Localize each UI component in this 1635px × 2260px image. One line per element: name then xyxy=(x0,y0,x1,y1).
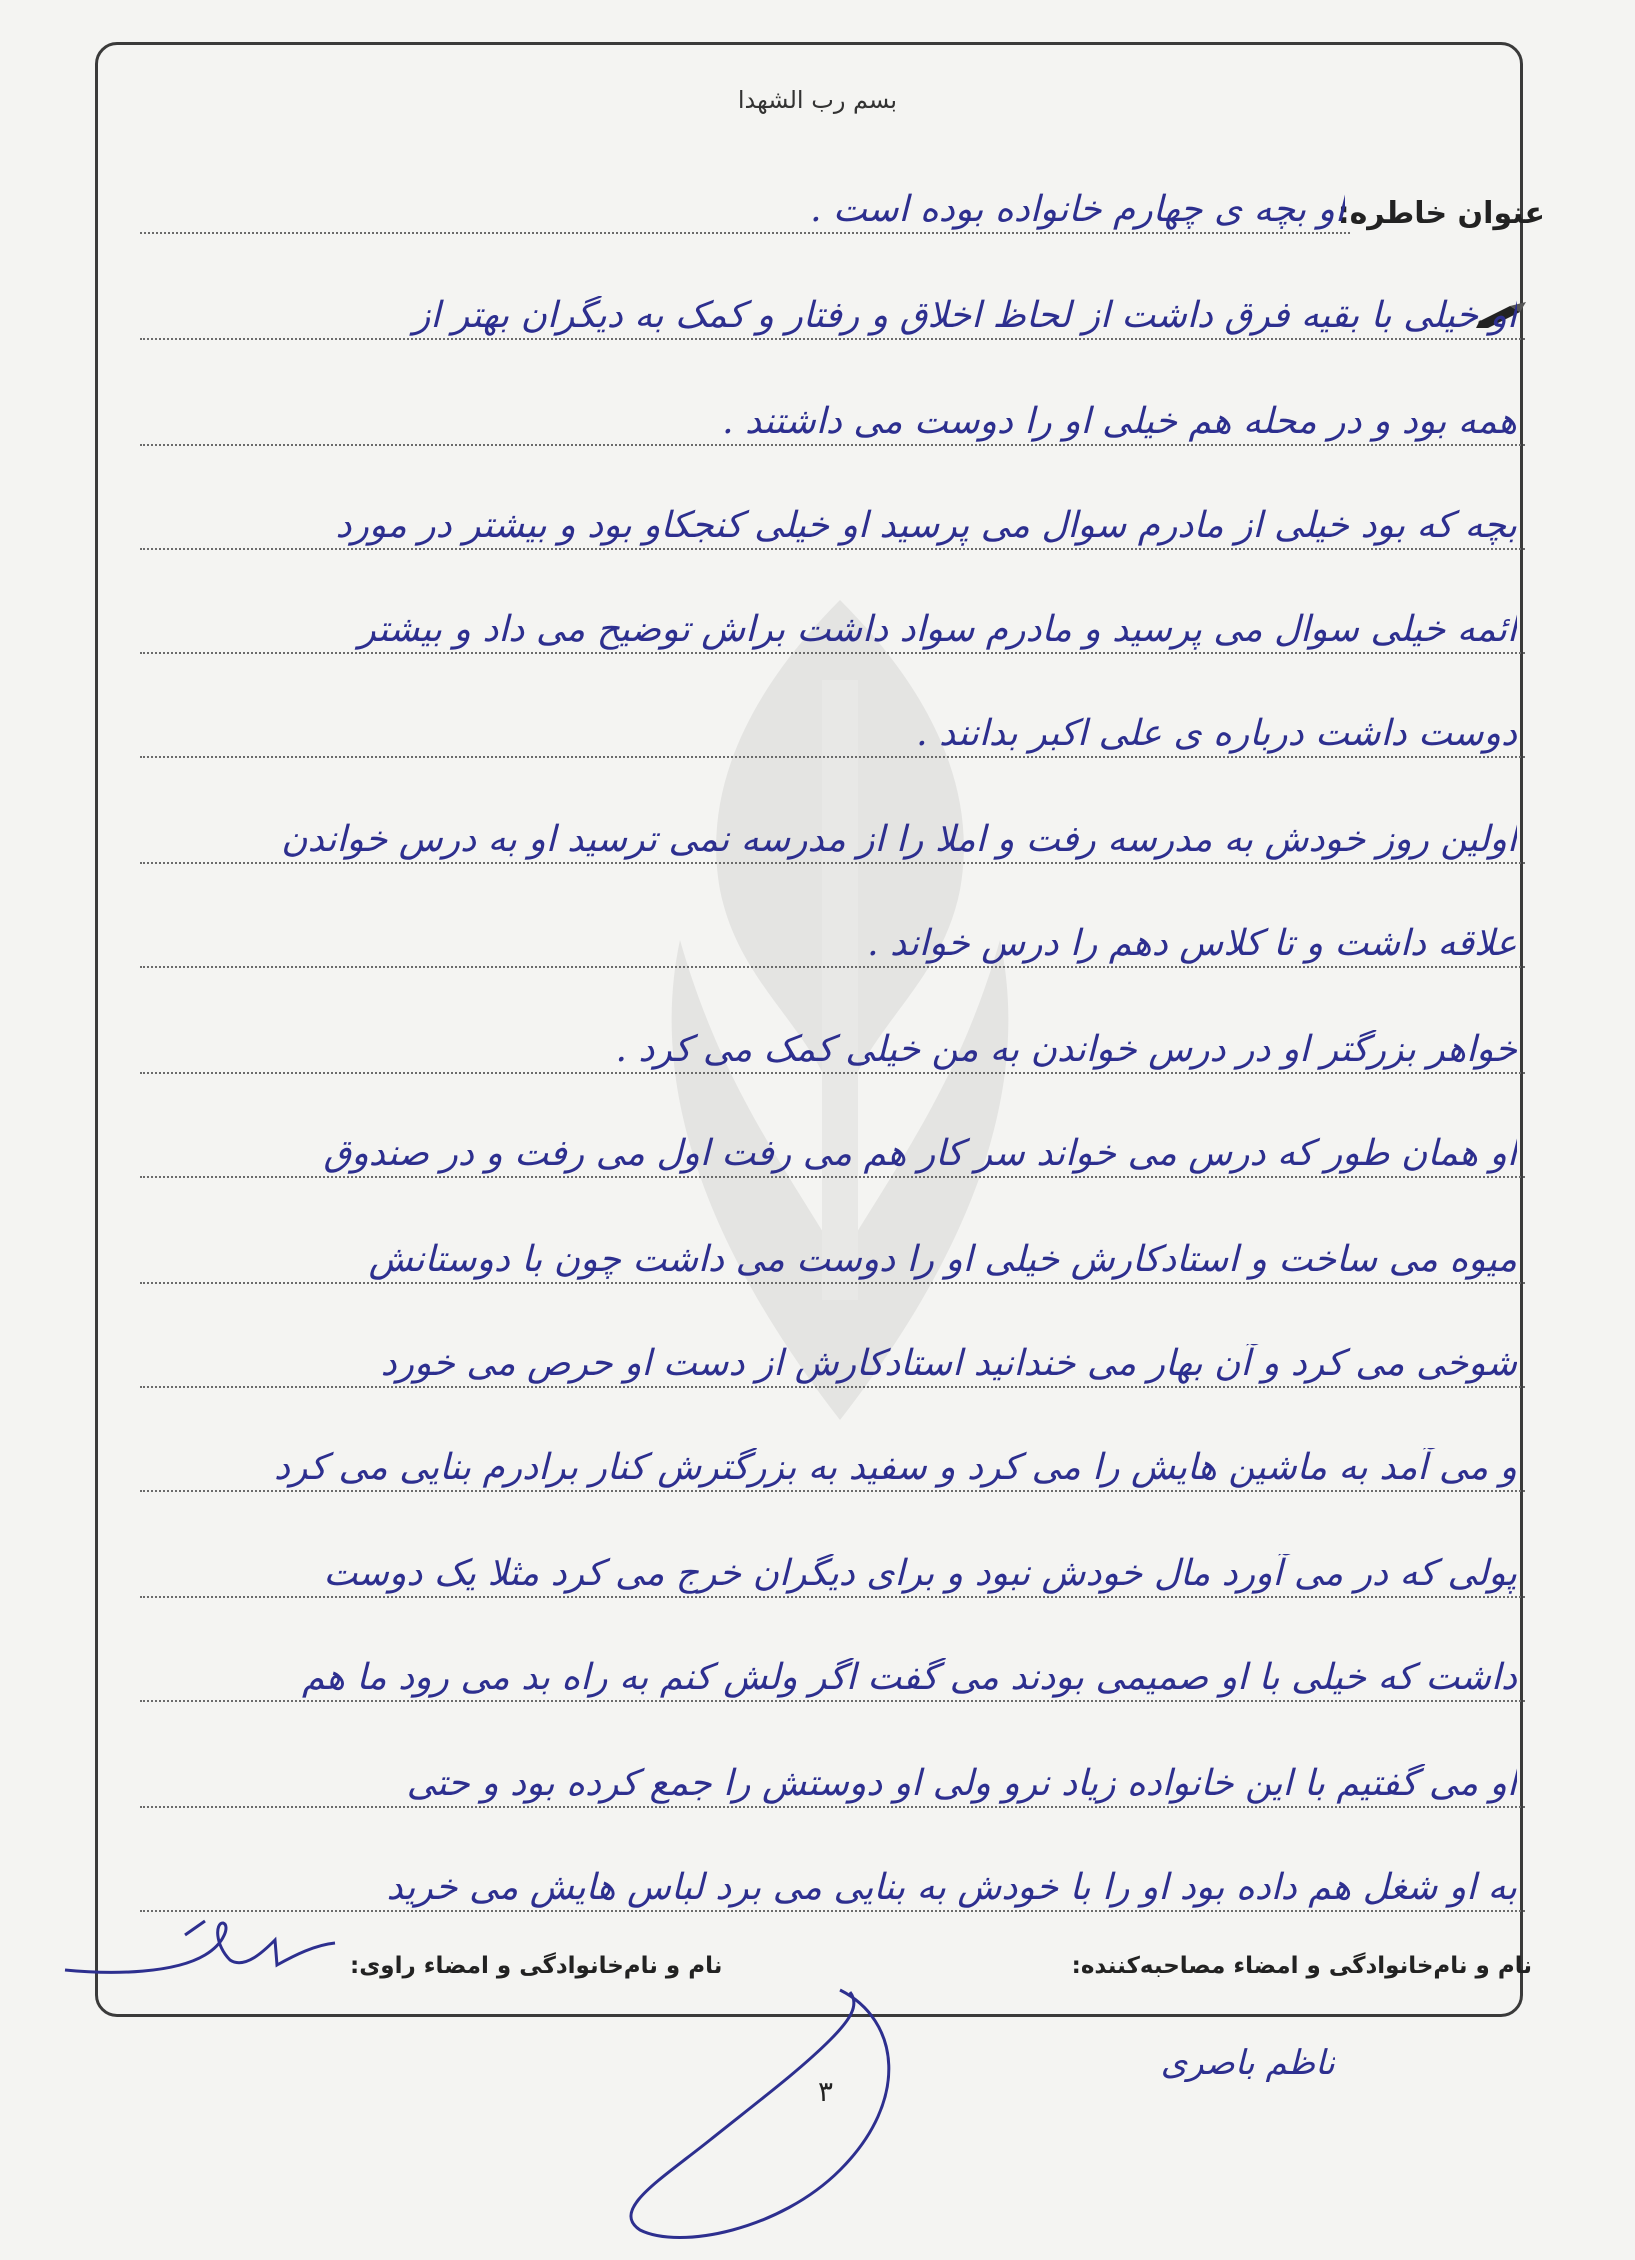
handwritten-line: او بچه ی چهارم خانواده بوده است . xyxy=(810,190,1345,230)
interviewer-signature xyxy=(600,1980,1040,2260)
writing-line xyxy=(140,756,1525,758)
writing-line xyxy=(140,1282,1525,1284)
handwritten-line: ائمه خیلی سوال می پرسید و مادرم سواد داشت براش توضیح می داد و بیشتر xyxy=(358,610,1517,650)
handwritten-line: بچه که بود خیلی از مادرم سوال می پرسید او خیلی کنجکاو بود و بیشتر در مورد xyxy=(335,506,1517,546)
narrator-signature-label: نام و نام‌خانوادگی و امضاء راوی: xyxy=(350,1953,723,1979)
handwritten-line: او خیلی با بقیه فرق داشت از لحاظ اخلاق و رفتار و کمک به دیگران بهتر از xyxy=(412,296,1517,336)
handwritten-line: او می گفتیم با این خانواده زیاد نرو ولی او دوستش را جمع کرده بود و حتی xyxy=(406,1764,1517,1804)
bottom-signature-name: ناظم باصری xyxy=(1160,2045,1335,2083)
emblem-watermark xyxy=(560,560,1120,1460)
handwritten-line: شوخی می کرد و آن بهار می خندانید استادکارش از دست او حرص می خورد xyxy=(380,1344,1517,1384)
memory-title-label: عنوان خاطره: xyxy=(1337,196,1545,231)
writing-line xyxy=(140,1176,1525,1178)
writing-line xyxy=(140,652,1525,654)
handwritten-line: خواهر بزرگتر او در درس خواندن به من خیلی کمک می کرد . xyxy=(615,1030,1517,1070)
handwritten-line: علاقه داشت و تا کلاس دهم را درس خواند . xyxy=(867,924,1517,964)
writing-line xyxy=(140,1700,1525,1702)
writing-line xyxy=(140,338,1525,340)
writing-line xyxy=(140,1386,1525,1388)
narrator-signature xyxy=(55,1915,345,1985)
handwritten-line: او همان طور که درس می خواند سر کار هم می رفت اول می رفت و در صندوق xyxy=(323,1134,1517,1174)
writing-line xyxy=(140,1596,1525,1598)
handwritten-line: و می آمد به ماشین هایش را می کرد و سفید به بزرگترش کنار برادرم بنایی می کرد xyxy=(273,1448,1517,1488)
writing-line xyxy=(140,1806,1525,1808)
page-number: ۳ xyxy=(818,2075,834,2108)
writing-line xyxy=(140,232,1350,234)
interviewer-signature-label: نام و نام‌خانوادگی و امضاء مصاحبه‌کننده: xyxy=(1071,1953,1532,1979)
handwritten-line: پولی که در می آورد مال خودش نبود و برای دیگران خرج می کرد مثلا یک دوست xyxy=(323,1554,1517,1594)
handwritten-line: دوست داشت درباره ی علی اکبر بدانند . xyxy=(916,714,1517,754)
page-header-title: بسم رب الشهدا xyxy=(737,86,898,114)
handwritten-line: داشت که خیلی با او صمیمی بودند می گفت اگر ولش کنم به راه بد می رود ما هم xyxy=(302,1658,1517,1698)
handwritten-line: به او شغل هم داده بود او را با خودش به بنایی می برد لباس هایش می خرید xyxy=(386,1868,1517,1908)
writing-line xyxy=(140,966,1525,968)
writing-line xyxy=(140,862,1525,864)
writing-line xyxy=(140,444,1525,446)
writing-line xyxy=(140,1072,1525,1074)
handwritten-line: اولین روز خودش به مدرسه رفت و املا را از مدرسه نمی ترسید او به درس خواندن xyxy=(281,820,1517,860)
handwritten-line: همه بود و در محله هم خیلی او را دوست می داشتند . xyxy=(722,402,1517,442)
writing-line xyxy=(140,1490,1525,1492)
writing-line xyxy=(140,548,1525,550)
handwritten-line: میوه می ساخت و استادکارش خیلی او را دوست می داشت چون با دوستانش xyxy=(368,1240,1517,1280)
writing-line xyxy=(140,1910,1525,1912)
